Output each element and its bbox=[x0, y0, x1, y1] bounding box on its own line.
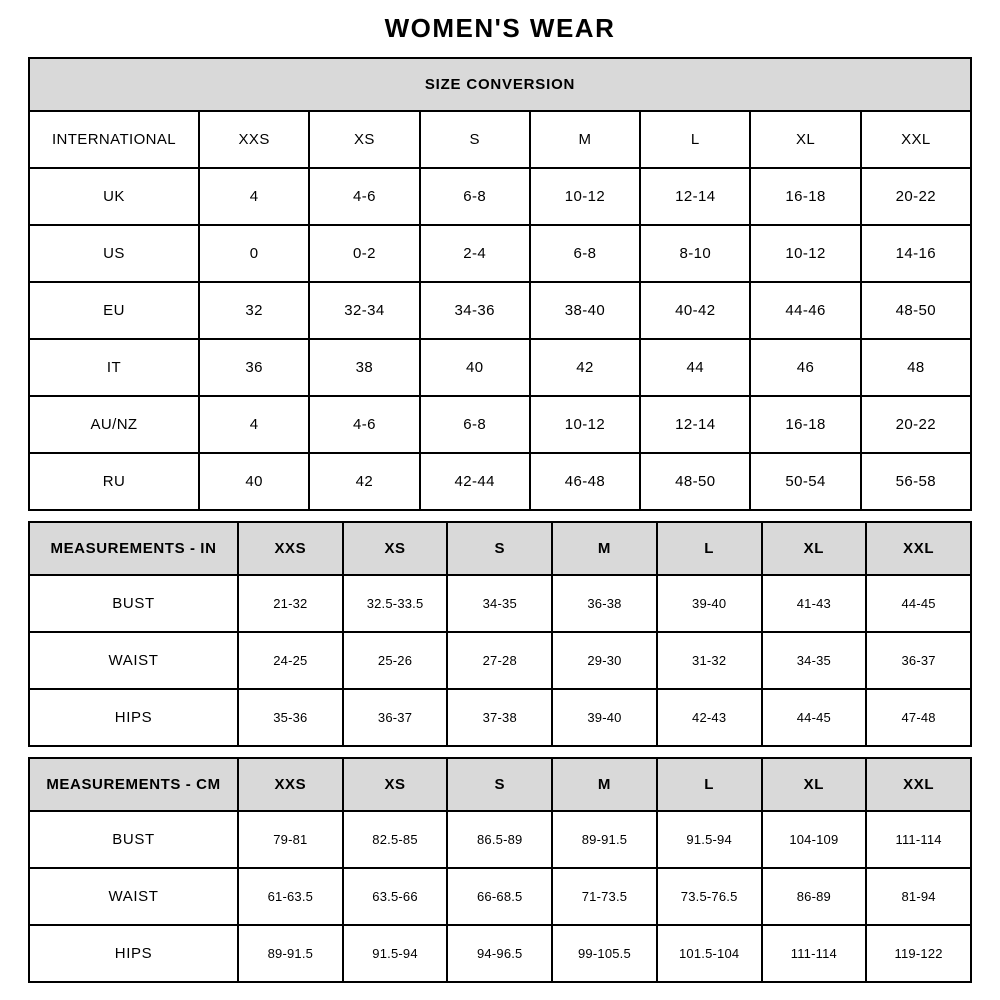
table-cell: 44-46 bbox=[750, 282, 860, 339]
table-row bbox=[29, 453, 971, 510]
table-row bbox=[29, 58, 971, 111]
table-cell: 40 bbox=[420, 339, 530, 396]
table-cell: 47-48 bbox=[866, 689, 971, 746]
row-label: UK bbox=[29, 168, 199, 225]
table-cell: 42 bbox=[309, 453, 419, 510]
table-cell: 79-81 bbox=[238, 811, 343, 868]
size-column-header: XXL bbox=[866, 758, 971, 811]
table-cell: 6-8 bbox=[420, 396, 530, 453]
table-cell: 36-37 bbox=[343, 689, 448, 746]
table-cell: 25-26 bbox=[343, 632, 448, 689]
table-cell: 56-58 bbox=[861, 453, 971, 510]
table-cell: 111-114 bbox=[762, 925, 867, 982]
table-row bbox=[29, 868, 971, 925]
size-column-header: XS bbox=[343, 758, 448, 811]
table-cell: 46-48 bbox=[530, 453, 640, 510]
size-column-header: L bbox=[640, 111, 750, 168]
table-cell: 32 bbox=[199, 282, 309, 339]
table-cell: 41-43 bbox=[762, 575, 867, 632]
size-column-header: M bbox=[530, 111, 640, 168]
size-column-header: XXS bbox=[238, 758, 343, 811]
table-cell: 6-8 bbox=[420, 168, 530, 225]
table-cell: 81-94 bbox=[866, 868, 971, 925]
table-cell: 32-34 bbox=[309, 282, 419, 339]
table-cell: 44-45 bbox=[762, 689, 867, 746]
table-cell: 42 bbox=[530, 339, 640, 396]
size-column-header: XL bbox=[762, 522, 867, 575]
page-title: WOMEN'S WEAR bbox=[384, 13, 616, 43]
table-cell: 2-4 bbox=[420, 225, 530, 282]
table-cell: 86-89 bbox=[762, 868, 867, 925]
row-label: US bbox=[29, 225, 199, 282]
table-cell: 73.5-76.5 bbox=[657, 868, 762, 925]
table-cell: 119-122 bbox=[866, 925, 971, 982]
size-column-header: L bbox=[657, 522, 762, 575]
table-cell: 4 bbox=[199, 168, 309, 225]
column-header-international: INTERNATIONAL bbox=[29, 111, 199, 168]
table-row bbox=[29, 396, 971, 453]
table-cell: 34-35 bbox=[762, 632, 867, 689]
table-cell: 38-40 bbox=[530, 282, 640, 339]
table-row bbox=[29, 522, 971, 575]
measurements-cm-header: MEASUREMENTS - CM bbox=[29, 758, 238, 811]
table-cell: 48 bbox=[861, 339, 971, 396]
table-cell: 89-91.5 bbox=[238, 925, 343, 982]
size-column-header: XXL bbox=[861, 111, 971, 168]
table-cell: 27-28 bbox=[447, 632, 552, 689]
table-cell: 35-36 bbox=[238, 689, 343, 746]
table-cell: 89-91.5 bbox=[552, 811, 657, 868]
table-cell: 91.5-94 bbox=[343, 925, 448, 982]
table-cell: 0 bbox=[199, 225, 309, 282]
size-column-header: XXS bbox=[238, 522, 343, 575]
table-cell: 4-6 bbox=[309, 168, 419, 225]
row-label: EU bbox=[29, 282, 199, 339]
table-cell: 44-45 bbox=[866, 575, 971, 632]
table-cell: 40 bbox=[199, 453, 309, 510]
table-cell: 34-36 bbox=[420, 282, 530, 339]
table-cell: 66-68.5 bbox=[447, 868, 552, 925]
table-cell: 16-18 bbox=[750, 396, 860, 453]
size-conversion-header: SIZE CONVERSION bbox=[29, 58, 971, 111]
table-row bbox=[29, 632, 971, 689]
measurements-in-header: MEASUREMENTS - IN bbox=[29, 522, 238, 575]
table-row bbox=[29, 925, 971, 982]
row-label: WAIST bbox=[29, 632, 238, 689]
table-row bbox=[29, 282, 971, 339]
table-cell: 0-2 bbox=[309, 225, 419, 282]
size-column-header: XL bbox=[762, 758, 867, 811]
table-cell: 21-32 bbox=[238, 575, 343, 632]
table-row bbox=[29, 811, 971, 868]
table-cell: 16-18 bbox=[750, 168, 860, 225]
table-cell: 94-96.5 bbox=[447, 925, 552, 982]
size-column-header: XS bbox=[343, 522, 448, 575]
size-column-header: S bbox=[420, 111, 530, 168]
row-label: HIPS bbox=[29, 689, 238, 746]
table-cell: 6-8 bbox=[530, 225, 640, 282]
table-cell: 39-40 bbox=[552, 689, 657, 746]
table-cell: 20-22 bbox=[861, 396, 971, 453]
table-cell: 48-50 bbox=[640, 453, 750, 510]
table-cell: 63.5-66 bbox=[343, 868, 448, 925]
table-row bbox=[29, 111, 971, 168]
size-column-header: XXS bbox=[199, 111, 309, 168]
table-cell: 82.5-85 bbox=[343, 811, 448, 868]
table-cell: 48-50 bbox=[861, 282, 971, 339]
table-cell: 10-12 bbox=[530, 396, 640, 453]
size-column-header: S bbox=[447, 522, 552, 575]
table-row bbox=[29, 168, 971, 225]
row-label: AU/NZ bbox=[29, 396, 199, 453]
table-cell: 71-73.5 bbox=[552, 868, 657, 925]
row-label: RU bbox=[29, 453, 199, 510]
size-column-header: S bbox=[447, 758, 552, 811]
table-cell: 61-63.5 bbox=[238, 868, 343, 925]
table-cell: 40-42 bbox=[640, 282, 750, 339]
table-cell: 31-32 bbox=[657, 632, 762, 689]
table-cell: 32.5-33.5 bbox=[343, 575, 448, 632]
size-column-header: M bbox=[552, 758, 657, 811]
table-row bbox=[29, 575, 971, 632]
table-cell: 34-35 bbox=[447, 575, 552, 632]
table-cell: 10-12 bbox=[750, 225, 860, 282]
table-cell: 12-14 bbox=[640, 396, 750, 453]
table-cell: 12-14 bbox=[640, 168, 750, 225]
row-label: HIPS bbox=[29, 925, 238, 982]
size-column-header: M bbox=[552, 522, 657, 575]
table-cell: 4 bbox=[199, 396, 309, 453]
size-column-header: XXL bbox=[866, 522, 971, 575]
table-row bbox=[29, 758, 971, 811]
row-label: BUST bbox=[29, 575, 238, 632]
size-column-header: L bbox=[657, 758, 762, 811]
table-cell: 46 bbox=[750, 339, 860, 396]
row-label: WAIST bbox=[29, 868, 238, 925]
table-cell: 111-114 bbox=[866, 811, 971, 868]
table-cell: 36-38 bbox=[552, 575, 657, 632]
table-row bbox=[29, 339, 971, 396]
table-cell: 20-22 bbox=[861, 168, 971, 225]
table-cell: 44 bbox=[640, 339, 750, 396]
table-cell: 42-44 bbox=[420, 453, 530, 510]
table-cell: 39-40 bbox=[657, 575, 762, 632]
measurements-in-table bbox=[28, 521, 972, 747]
table-cell: 86.5-89 bbox=[447, 811, 552, 868]
table-cell: 36-37 bbox=[866, 632, 971, 689]
table-cell: 38 bbox=[309, 339, 419, 396]
table-cell: 37-38 bbox=[447, 689, 552, 746]
size-conversion-table bbox=[28, 57, 972, 511]
table-cell: 50-54 bbox=[750, 453, 860, 510]
table-cell: 29-30 bbox=[552, 632, 657, 689]
table-cell: 10-12 bbox=[530, 168, 640, 225]
measurements-cm-table bbox=[28, 757, 972, 983]
table-cell: 99-105.5 bbox=[552, 925, 657, 982]
table-cell: 14-16 bbox=[861, 225, 971, 282]
table-cell: 104-109 bbox=[762, 811, 867, 868]
table-cell: 91.5-94 bbox=[657, 811, 762, 868]
table-cell: 8-10 bbox=[640, 225, 750, 282]
table-cell: 24-25 bbox=[238, 632, 343, 689]
size-column-header: XL bbox=[750, 111, 860, 168]
table-cell: 36 bbox=[199, 339, 309, 396]
row-label: BUST bbox=[29, 811, 238, 868]
table-cell: 42-43 bbox=[657, 689, 762, 746]
table-cell: 4-6 bbox=[309, 396, 419, 453]
table-row bbox=[29, 689, 971, 746]
table-row bbox=[29, 225, 971, 282]
row-label: IT bbox=[29, 339, 199, 396]
size-column-header: XS bbox=[309, 111, 419, 168]
table-cell: 101.5-104 bbox=[657, 925, 762, 982]
